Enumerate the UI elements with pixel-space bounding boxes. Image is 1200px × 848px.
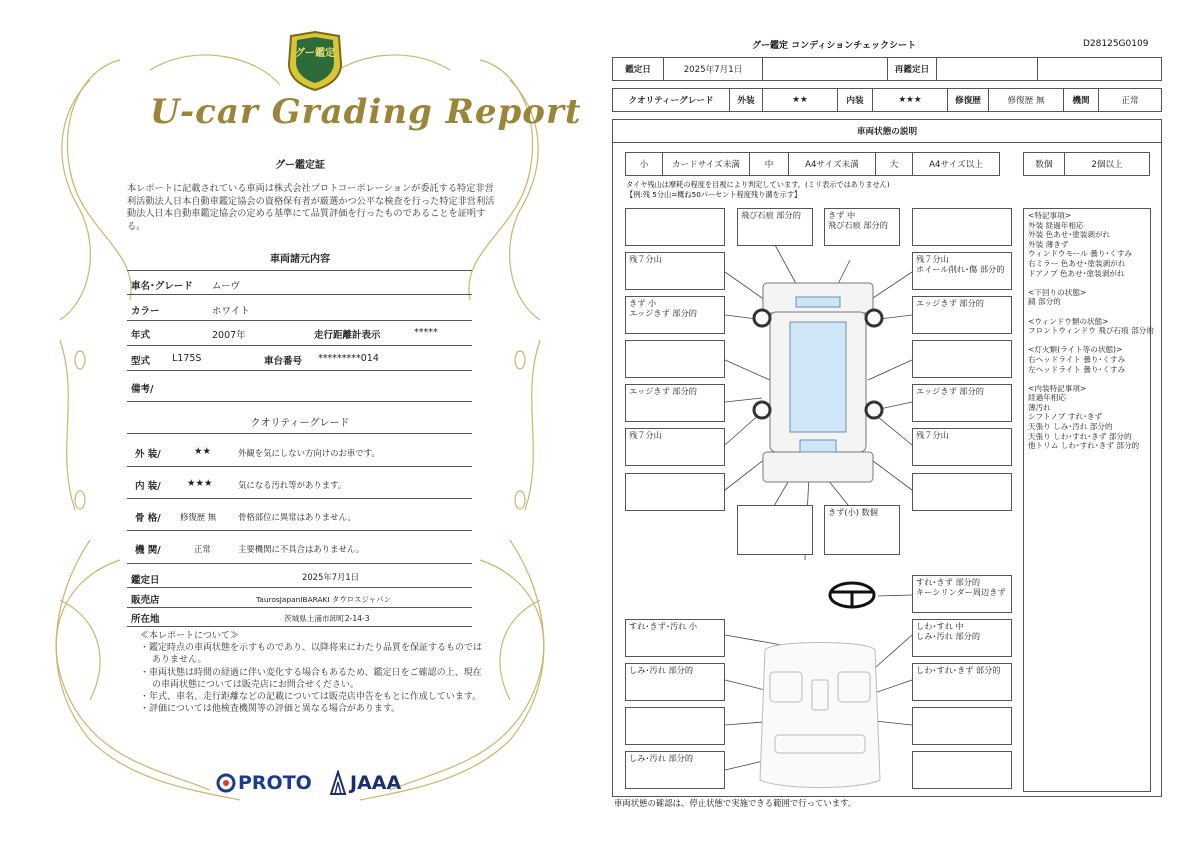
- cell-steering: すれ･きず 部分的 キーシリンダー周辺きず: [912, 575, 1012, 613]
- quality-label: クオリティーグレード: [612, 88, 730, 112]
- cell-right-4: エッジきず 部分的: [912, 384, 1012, 422]
- note-line: 薄汚れ: [1028, 402, 1051, 412]
- note-line: [1028, 336, 1146, 346]
- note-line: フロントウィンドウ 飛び石痕 部分的: [1028, 326, 1154, 336]
- cell-empty: [625, 208, 725, 246]
- interior-stars: ★★★: [187, 478, 213, 489]
- note-line: 経過年相応: [1028, 393, 1066, 403]
- note-line: 外装 経過年相応: [1028, 220, 1084, 230]
- divider: [127, 563, 472, 564]
- size-mid: 中: [749, 152, 789, 176]
- note-line: 錆 部分的: [1028, 297, 1061, 307]
- color-label: カラー: [131, 306, 160, 317]
- date-value: 2025年7月1日: [302, 572, 360, 582]
- note-line: 左ヘッドライト 曇り･くすみ: [1028, 364, 1126, 374]
- exterior-label: 外 装/: [135, 449, 161, 460]
- divider: [127, 294, 472, 295]
- cell-int-right-1: しわ･すれ 中 しみ･汚れ 部分的: [912, 619, 1012, 657]
- exterior-stars: ★★: [194, 446, 212, 457]
- cell-empty: [625, 707, 725, 745]
- exterior-label: 外装: [729, 88, 763, 112]
- note-line: ウィンドウモール 曇り･くすみ: [1028, 249, 1133, 259]
- model-label: 型式: [131, 356, 151, 367]
- note-line: シフトノブ すれ･きず: [1028, 412, 1103, 422]
- cell-front-top2: きず 中 飛び石痕 部分的: [824, 208, 900, 246]
- cell-int-right-2: しわ･すれ･きず 部分的: [912, 663, 1012, 701]
- note-line: [1028, 278, 1146, 288]
- sheet-code: D28125G0109: [1083, 39, 1149, 49]
- cell-empty: [912, 751, 1012, 789]
- note-line: 外装 薄きず: [1028, 239, 1069, 249]
- size-large-desc: A4サイズ以上: [912, 152, 1000, 176]
- sheet-footer: 車両状態の確認は、停止状態で実施できる範囲で行っています。: [614, 798, 857, 808]
- note-line: 外装 色あせ･塗装剥がれ: [1028, 230, 1111, 240]
- proto-logo: PROTO: [238, 772, 312, 794]
- emblem-text: グー鑑定: [295, 48, 335, 59]
- cell-right-1: 残７分山 ホイール削れ･傷 部分的: [912, 252, 1012, 290]
- note-item: ・評価については他検査機関等の評価と異なる場合があります。: [140, 704, 401, 715]
- certificate-heading: グー鑑定証: [275, 160, 325, 171]
- cell-empty: [912, 707, 1012, 745]
- tire-note: タイヤ残山は摩耗の程度を目視により判定しています。(ミリ表示ではありません): [626, 180, 890, 189]
- count-label: 数個: [1023, 152, 1065, 176]
- note-line: [1028, 307, 1146, 317]
- divider: [127, 607, 472, 608]
- mileage-value: *****: [414, 327, 438, 338]
- cell-left-1: 残７分山: [625, 252, 725, 290]
- model-value: L175S: [172, 353, 202, 364]
- engine-desc: 主要機関に不具合はありません。: [238, 544, 365, 554]
- recheck-label: 再鑑定日: [887, 57, 937, 81]
- grade-heading: クオリティーグレード: [250, 418, 350, 429]
- remarks-label: 備考/: [131, 384, 154, 395]
- cell-int-left-2: しみ･汚れ 部分的: [625, 663, 725, 701]
- cell-empty: [912, 208, 1012, 246]
- year-label: 年式: [131, 330, 151, 341]
- divider: [127, 401, 472, 402]
- sheet-title: グー鑑定 コンディションチェックシート: [752, 41, 916, 51]
- sheet-date-value: 2025年7月1日: [663, 57, 763, 81]
- count-desc: 2個以上: [1064, 152, 1150, 176]
- chassis-value: *********014: [318, 353, 379, 364]
- notes-title: ≪本レポートについて≫: [140, 631, 239, 641]
- address-label: 所在地: [131, 614, 160, 625]
- report-title: U-car Grading Report: [150, 92, 582, 132]
- cell-int-left-1: すれ･きず･汚れ 小: [625, 619, 725, 657]
- shop-value: TaurosJapanIBARAKI タウロスジャパン: [256, 595, 391, 604]
- note-line: <特記事項>: [1028, 211, 1072, 220]
- cell-empty: [625, 340, 725, 378]
- frame-label: 骨 格/: [135, 513, 161, 524]
- color-value: ホワイト: [212, 306, 250, 317]
- engine-value: 正常: [1098, 88, 1162, 112]
- date-label: 鑑定日: [131, 575, 160, 586]
- note-line: ドアノブ 色あせ･塗装剥がれ: [1028, 268, 1125, 278]
- engine-label: 機 関/: [135, 545, 161, 556]
- repair-value: 修復歴 無: [988, 88, 1064, 112]
- mileage-label: 走行距離計表示: [314, 330, 381, 341]
- exterior-stars: ★★: [762, 88, 838, 112]
- vehicle-name: ムーヴ: [212, 281, 241, 292]
- frame-value: 修復歴 無: [180, 512, 217, 522]
- divider: [127, 587, 472, 588]
- exterior-desc: 外観を気にしない方向けのお車です。: [238, 448, 380, 458]
- engine-label: 機関: [1063, 88, 1099, 112]
- repair-label: 修復歴: [947, 88, 989, 112]
- chassis-label: 車台番号: [264, 356, 303, 367]
- divider: [127, 345, 472, 346]
- cell-rear: きず(小) 数個: [824, 505, 900, 555]
- tire-example: 【例:残 5分山=概ね50パーセント程度残り溝を示す】: [626, 190, 802, 199]
- note-item: ・鑑定時点の車両状態を示すものであり、以降将来にわたり品質を保証するものではありません。: [140, 643, 483, 666]
- certificate-intro: 本レポートに記載されている車両は株式会社プロトコーポレーションが委託する特定非営利活動法人日本自動車鑑定協会の資格保有者が厳選かつ公平な検査を行った特定非営利活動法人日本自動車鑑定協会の定める基準にて品質評価を行ったものであることを証明する。: [127, 183, 495, 232]
- divider: [127, 530, 472, 531]
- frame-desc: 骨格部位に異常はありません。: [238, 512, 356, 522]
- size-small: 小: [625, 152, 663, 176]
- note-line: 右ミラー 色あせ･塗装剥がれ: [1028, 258, 1126, 268]
- cell-right-2: エッジきず 部分的: [912, 296, 1012, 334]
- divider: [127, 626, 472, 627]
- sheet-date-label: 鑑定日: [612, 57, 664, 81]
- size-small-desc: カードサイズ未満: [662, 152, 750, 176]
- cell-left-5: 残７分山: [625, 428, 725, 466]
- special-notes: [1023, 208, 1154, 792]
- proto-logo-icon: [216, 773, 236, 795]
- cell-empty: [625, 473, 725, 511]
- divider: [127, 466, 472, 467]
- report-notes: [140, 630, 490, 715]
- cell-front-top1: 飛び石痕 部分的: [737, 208, 813, 246]
- cell-empty: [912, 340, 1012, 378]
- section-title: 車両状態の説明: [612, 119, 1162, 143]
- cell-left-2: きず 小 エッジきず 部分的: [625, 296, 725, 334]
- divider: [127, 498, 472, 499]
- divider: [127, 320, 472, 321]
- note-line: [1028, 374, 1146, 384]
- size-mid-desc: A4サイズ未満: [788, 152, 876, 176]
- year-value: 2007年: [212, 330, 246, 341]
- address-value: 茨城県土浦市卸町2-14-3: [284, 614, 370, 623]
- interior-desc: 気になる汚れ等があります。: [238, 480, 347, 490]
- jaaa-logo-icon: [328, 770, 348, 796]
- shop-label: 販売店: [131, 595, 160, 606]
- cell-int-left-4: しみ･汚れ 部分的: [625, 751, 725, 789]
- note-line: <内装特記事項>: [1028, 383, 1087, 393]
- interior-stars: ★★★: [872, 88, 948, 112]
- jaaa-logo: JAAA: [350, 772, 402, 794]
- cell-right-5: 残７分山: [912, 428, 1012, 466]
- divider: [127, 270, 472, 271]
- note-line: <下回りの状態>: [1028, 287, 1087, 297]
- goo-kantei-emblem: [285, 30, 345, 92]
- vehicle-name-label: 車名･グレード: [131, 281, 193, 292]
- cell-empty: [737, 505, 813, 555]
- interior-label: 内 装/: [135, 481, 161, 492]
- divider: [127, 370, 472, 371]
- divider: [127, 433, 472, 434]
- note-line: 天張り しみ･汚れ 部分的: [1028, 422, 1113, 432]
- note-item: ・車両状態は時間の経過に伴い変化する場合もあるため、鑑定日をご確認の上、現在の車両状態については販売店にお問合せください。: [140, 667, 482, 690]
- note-line: <灯火類(ライト等の状態)>: [1028, 345, 1123, 355]
- spec-heading: 車両諸元内容: [270, 254, 330, 265]
- size-large: 大: [875, 152, 913, 176]
- note-item: ・年式、車名、走行距離などの記載については販売店申告をもとに作成しています。: [140, 692, 482, 703]
- note-line: <ウィンドウ類の状態>: [1028, 316, 1109, 326]
- note-line: 他トリム しわ･すれ･きず 部分的: [1028, 441, 1140, 451]
- cell-left-4: エッジきず 部分的: [625, 384, 725, 422]
- note-line: 天張り しわ･すれ･きず 部分的: [1028, 431, 1132, 441]
- note-line: 右ヘッドライト 曇り･くすみ: [1028, 354, 1126, 364]
- engine-value: 正常: [194, 544, 211, 554]
- cell-empty: [912, 473, 1012, 511]
- interior-label: 内装: [837, 88, 873, 112]
